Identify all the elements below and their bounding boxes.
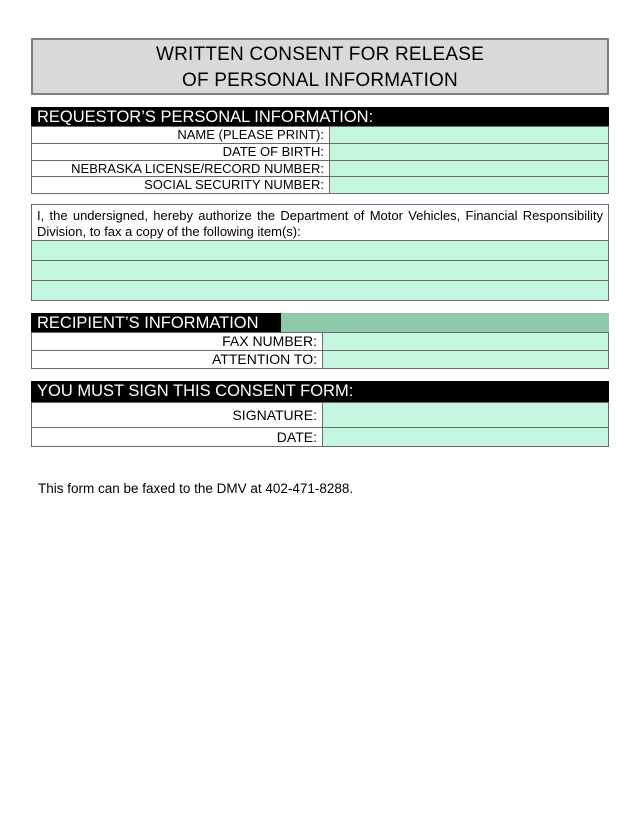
- name-field[interactable]: [330, 127, 608, 143]
- requestor-section: [31, 107, 609, 194]
- ssn-row: [32, 177, 608, 194]
- dob-label: DATE OF BIRTH:: [32, 144, 330, 160]
- item-field-3[interactable]: [32, 281, 608, 300]
- authorization-text: I, the undersigned, hereby authorize the Department of Motor Vehicles, Financial Responsibility Division, to fax a copy of the following item(s):: [32, 205, 608, 241]
- requestor-heading: REQUESTOR’S PERSONAL INFORMATION:: [31, 107, 609, 126]
- sign-date-row: [32, 428, 608, 447]
- sign-date-field[interactable]: [323, 428, 608, 446]
- license-field[interactable]: [330, 161, 608, 176]
- authorization-section: [31, 204, 609, 301]
- name-row: [32, 127, 608, 144]
- attention-label: ATTENTION TO:: [32, 351, 323, 368]
- fax-number-field[interactable]: [323, 333, 608, 350]
- ssn-field[interactable]: [330, 177, 608, 193]
- signature-label: SIGNATURE:: [32, 403, 323, 427]
- fax-instruction: This form can be faxed to the DMV at 402-471-8288.: [38, 481, 354, 496]
- item-row: [32, 241, 608, 261]
- recipient-form: [31, 332, 609, 369]
- form-title-line2: OF PERSONAL INFORMATION: [182, 70, 458, 91]
- dob-row: [32, 144, 608, 161]
- ssn-label: SOCIAL SECURITY NUMBER:: [32, 177, 330, 193]
- form-title: [31, 38, 609, 95]
- license-label: NEBRASKA LICENSE/RECORD NUMBER:: [32, 161, 330, 176]
- item-field-1[interactable]: [32, 241, 608, 260]
- name-label: NAME (PLEASE PRINT):: [32, 127, 330, 143]
- fax-number-label: FAX NUMBER:: [32, 333, 323, 350]
- recipient-heading-bar: [31, 313, 609, 332]
- signature-section: [31, 381, 609, 447]
- signature-heading: YOU MUST SIGN THIS CONSENT FORM:: [31, 381, 609, 402]
- attention-row: [32, 351, 608, 369]
- attention-field[interactable]: [323, 351, 608, 368]
- signature-row: [32, 403, 608, 428]
- recipient-heading: RECIPIENT’S INFORMATION: [31, 313, 281, 332]
- license-row: [32, 161, 608, 177]
- recipient-heading-accent: [281, 313, 609, 332]
- sign-date-label: DATE:: [32, 428, 323, 446]
- item-row: [32, 261, 608, 281]
- item-field-2[interactable]: [32, 261, 608, 280]
- recipient-section: [31, 313, 609, 369]
- fax-number-row: [32, 333, 608, 351]
- item-row: [32, 281, 608, 301]
- form-title-line1: WRITTEN CONSENT FOR RELEASE: [155, 44, 485, 65]
- dob-field[interactable]: [330, 144, 608, 160]
- signature-field[interactable]: [323, 403, 608, 427]
- signature-form: [31, 402, 609, 447]
- requestor-form: [31, 126, 609, 194]
